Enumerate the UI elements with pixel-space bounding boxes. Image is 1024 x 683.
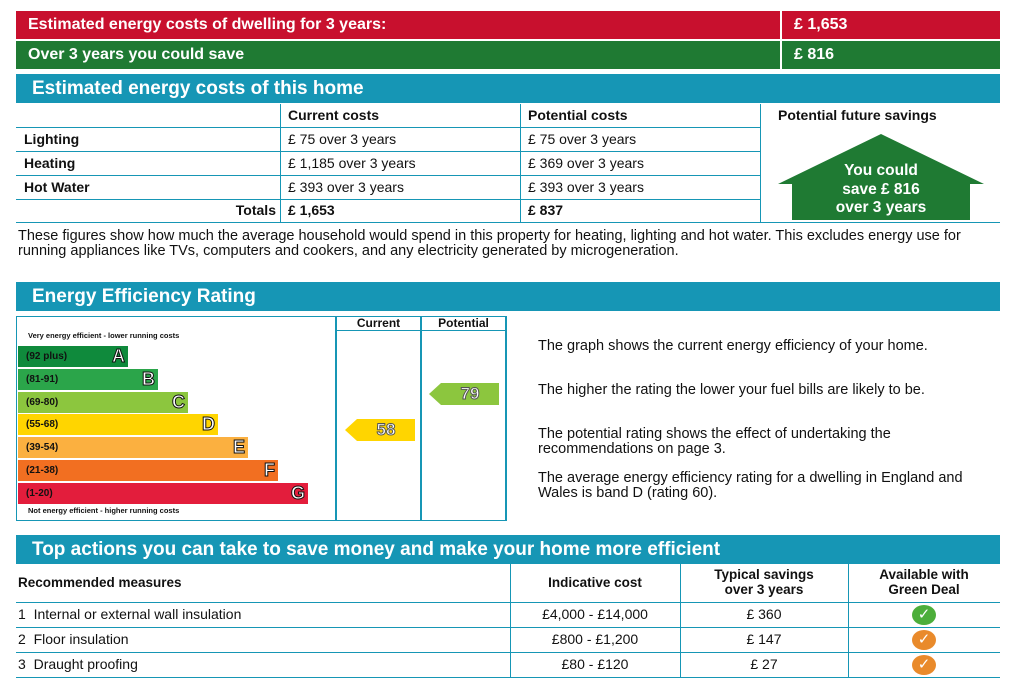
house-line-1: You could <box>844 162 918 179</box>
rating-band-g <box>18 483 308 504</box>
row-label-hot-water: Hot Water <box>24 179 90 195</box>
rating-band-e <box>18 437 248 458</box>
col-typical-savings-line2: over 3 years <box>724 582 804 597</box>
col-current-costs: Current costs <box>288 107 380 123</box>
heating-potential: £ 369 over 3 years <box>528 155 644 171</box>
hot-water-potential: £ 393 over 3 years <box>528 179 644 195</box>
measure-saving: £ 27 <box>750 656 778 672</box>
rating-band-letter: G <box>290 482 305 503</box>
rating-section-title: Energy Efficiency Rating <box>16 282 1000 311</box>
rating-band-c <box>18 392 188 413</box>
rating-band-f <box>18 460 278 481</box>
house-line-3: over 3 years <box>835 199 927 216</box>
house-line-2: save £ 816 <box>842 180 920 198</box>
rating-col-current: Current <box>356 316 401 330</box>
rating-band-range: (1-20) <box>26 487 53 499</box>
rating-band-range: (81-91) <box>26 373 59 385</box>
rating-band-a <box>18 346 128 367</box>
potential-rating-value: 79 <box>460 384 480 403</box>
col-green-deal <box>848 567 1000 597</box>
rating-paragraph-4: The average energy efficiency rating for a dwelling in England and Wales is band D (rating 60). <box>538 470 963 501</box>
totals-potential: £ 837 <box>528 202 564 218</box>
rating-band-letter: D <box>202 414 215 435</box>
rating-band-letter: F <box>264 460 275 480</box>
rating-col-potential: Potential <box>438 316 489 330</box>
measure-num: 2 <box>18 631 26 647</box>
totals-label: Totals <box>235 202 276 218</box>
rating-paragraph-2: The higher the rating the lower your fuel bills are likely to be. <box>538 382 925 398</box>
measure-name: Floor insulation <box>33 631 129 647</box>
rating-band-range: (21-38) <box>26 465 59 476</box>
green-deal-check-icon: ✓ <box>912 605 936 625</box>
rating-paragraph-1: The graph shows the current energy efficiency of your home. <box>538 338 928 354</box>
green-deal-check-icon: ✓ <box>912 630 936 650</box>
hot-water-current: £ 393 over 3 years <box>288 179 404 195</box>
house-savings-text <box>790 162 972 218</box>
rating-band-d <box>18 414 218 435</box>
current-rating-marker <box>345 419 415 446</box>
costs-note: These figures show how much the average household would spend in this property for heating, lighting and hot water. This excludes energy use for running appliances like TVs, computers and cookers, and any electricity generated by microgeneration. <box>18 228 961 259</box>
measure-saving: £ 360 <box>746 606 782 622</box>
rating-band-letter: E <box>232 437 245 458</box>
green-deal-check-icon: ✓ <box>912 655 936 675</box>
rating-band-range: (92 plus) <box>26 351 68 362</box>
rating-band-b <box>18 369 158 390</box>
heating-current: £ 1,185 over 3 years <box>288 155 416 171</box>
measure-cost: £80 - £120 <box>561 656 629 672</box>
col-potential-costs: Potential costs <box>528 107 628 123</box>
potential-rating-marker <box>429 383 499 410</box>
measure-row-3 <box>12 653 138 676</box>
rating-band-letter: A <box>112 346 125 366</box>
measure-saving: £ 147 <box>746 631 782 647</box>
top-caption: Very energy efficient - lower running costs <box>28 331 180 340</box>
col-typical-savings <box>680 567 848 597</box>
row-label-lighting: Lighting <box>24 131 80 147</box>
save-value: £ 816 <box>782 41 1000 69</box>
measure-row-2 <box>12 628 129 651</box>
rating-band-range: (69-80) <box>26 396 59 408</box>
col-typical-savings-line1: Typical savings <box>714 567 814 582</box>
measure-num: 1 <box>18 606 26 622</box>
bottom-caption: Not energy efficient - higher running costs <box>28 506 180 515</box>
measure-num: 3 <box>18 656 26 672</box>
measure-cost: £4,000 - £14,000 <box>542 606 648 622</box>
current-rating-value: 58 <box>376 420 396 439</box>
save-label: Over 3 years you could save <box>16 41 780 69</box>
costs-section-title: Estimated energy costs of this home <box>16 74 1000 103</box>
col-green-deal-line1: Available with <box>879 567 969 582</box>
rating-band-range: (55-68) <box>26 419 59 431</box>
rating-band-letter: C <box>172 391 185 412</box>
rating-paragraph-3: The potential rating shows the effect of undertaking the recommendations on page 3. <box>538 426 891 457</box>
col-measures: Recommended measures <box>18 575 182 590</box>
row-label-heating: Heating <box>24 155 76 171</box>
estimated-cost-label: Estimated energy costs of dwelling for 3 years: <box>16 11 780 39</box>
estimated-cost-value: £ 1,653 <box>782 11 1000 39</box>
col-potential-savings: Potential future savings <box>778 107 937 123</box>
measure-name: Draught proofing <box>33 656 138 672</box>
measure-cost: £800 - £1,200 <box>551 631 639 647</box>
totals-current: £ 1,653 <box>288 202 335 218</box>
measure-name: Internal or external wall insulation <box>33 606 242 622</box>
lighting-potential: £ 75 over 3 years <box>528 131 637 147</box>
col-green-deal-line2: Green Deal <box>888 582 960 597</box>
measure-row-1 <box>12 603 241 626</box>
actions-section-title: Top actions you can take to save money and make your home more efficient <box>16 535 1000 564</box>
rating-band-range: (39-54) <box>26 442 59 454</box>
col-indicative-cost: Indicative cost <box>548 575 642 590</box>
lighting-current: £ 75 over 3 years <box>288 131 397 147</box>
rating-band-letter: B <box>142 368 155 389</box>
